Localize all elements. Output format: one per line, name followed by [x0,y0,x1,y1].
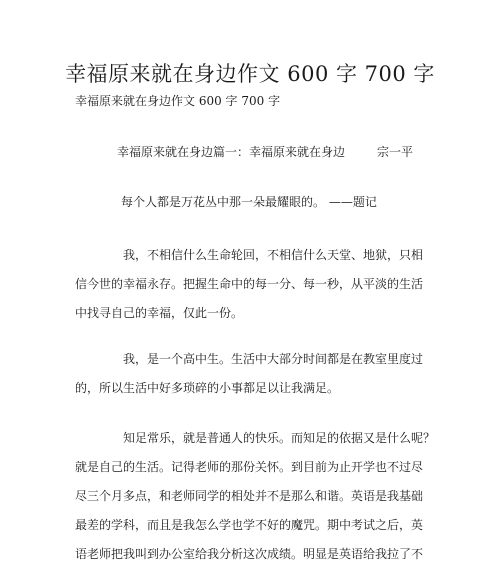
section-heading-text: 幸福原来就在身边篇一：幸福原来就在身边 [117,145,346,159]
paragraph-line: 信今世的幸福永存。把握生命中的每一分、每一秒，从平淡的生活 [75,277,424,291]
paragraph-line: 就是自己的生活。记得老师的那份关怀。到目前为止开学也不过尽 [75,460,424,474]
section-author: 宗一平 [377,145,414,159]
paragraph-line: 知足常乐，就是普通人的快乐。而知足的依据又是什么呢？ [123,431,436,445]
document-title: 幸福原来就在身边作文 600 字 700 字 [65,62,435,86]
document-subtitle: 幸福原来就在身边作文 600 字 700 字 [75,94,281,108]
paragraph-line: 尽三个月多点，和老师同学的相处并不是那么和谐。英语是我基础 [75,489,424,503]
paragraph-line: 我，是一个高中生。生活中大部分时间都是在教室里度过 [123,352,424,366]
paragraph-line: 语老师把我叫到办公室给我分析这次成绩。明显是英语给我拉了不 [75,547,424,561]
paragraph-1 [75,241,435,328]
paragraph-2 [75,345,435,403]
paragraph-3 [75,424,435,569]
paragraph-line: 最差的学科，而且是我怎么学也学不好的魔咒。期中考试之后，英 [75,518,424,532]
paragraph-line: 中找寻自己的幸福，仅此一份。 [75,306,244,320]
epigraph-quote: 每个人都是万花丛中那一朵最耀眼的。 ——题记 [121,195,377,209]
paragraph-line: 的，所以生活中好多琐碎的小事都足以让我满足。 [75,381,340,395]
section-heading [117,143,413,161]
paragraph-line: 我，不相信什么生命轮回，不相信什么天堂、地狱，只相 [123,248,424,262]
